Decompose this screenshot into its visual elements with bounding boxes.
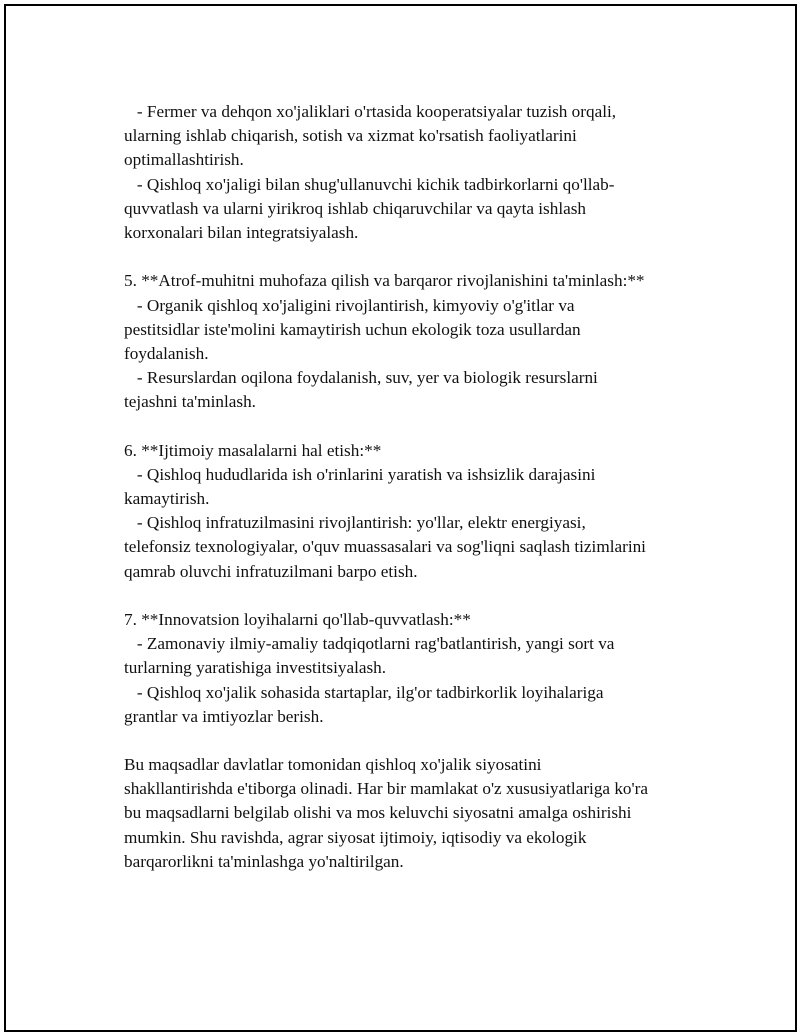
text-line: foydalanish.: [124, 343, 209, 363]
text-line: turlarning yaratishiga investitsiyalash.: [124, 658, 387, 678]
text-line: tejashni ta'minlash.: [124, 392, 256, 412]
section-heading: 7. **Innovatsion loyihalarni qo'llab-quvvatlash:**: [124, 609, 471, 629]
text-line: barqarorlikni ta'minlashga yo'naltirilgan.: [124, 851, 404, 871]
text-line: telefonsiz texnologiyalar, o'quv muassasalari va sog'liqni saqlash tizimlarini: [124, 537, 646, 557]
text-line: - Fermer va dehqon xo'jaliklari o'rtasida kooperatsiyalar tuzish orqali,: [124, 102, 617, 121]
text-line: ularning ishlab chiqarish, sotish va xizmat ko'rsatish faoliyatlarini: [124, 126, 577, 146]
page-border: [4, 4, 797, 1032]
text-line: quvvatlash va ularni yirikroq ishlab chiqaruvchilar va qayta ishlash: [124, 198, 587, 218]
paragraph-gap: [124, 584, 704, 608]
text-line: korxonalari bilan integratsiyalash.: [124, 222, 359, 242]
text-line: Bu maqsadlar davlatlar tomonidan qishloq xo'jalik siyosatini: [124, 755, 542, 775]
text-line: - Qishloq hududlarida ish o'rinlarini yaratish va ishsizlik darajasini: [124, 464, 596, 484]
text-line: kamaytirish.: [124, 489, 210, 508]
text-line: - Organik qishloq xo'jaligini rivojlantirish, kimyoviy o'g'itlar va: [124, 295, 575, 315]
section-heading: 5. **Atrof-muhitni muhofaza qilish va barqaror rivojlanishini ta'minlash:**: [124, 271, 645, 291]
text-line: - Qishloq xo'jaligi bilan shug'ullanuvchi kichik tadbirkorlarni qo'llab-: [124, 174, 615, 194]
text-line: qamrab oluvchi infratuzilmani barpo etish.: [124, 561, 418, 581]
paragraph-gap: [124, 245, 704, 269]
section-heading: 6. **Ijtimoiy masalalarni hal etish:**: [124, 440, 382, 460]
text-line: - Qishloq infratuzilmasini rivojlantirish: yo'llar, elektr energiyasi,: [124, 513, 586, 533]
text-line: grantlar va imtiyozlar berish.: [124, 706, 324, 726]
text-line: shakllantirishda e'tiborga olinadi. Har bir mamlakat o'z xususiyatlariga ko'ra: [124, 779, 648, 799]
paragraph-gap: [124, 729, 704, 753]
text-line: optimallashtirish.: [124, 150, 244, 170]
text-line: - Qishloq xo'jalik sohasida startaplar, ilg'or tadbirkorlik loyihalariga: [124, 682, 604, 702]
text-line: pestitsidlar iste'molini kamaytirish uchun ekologik toza usullardan: [124, 319, 581, 339]
text-line: - Resurslardan oqilona foydalanish, suv, yer va biologik resurslarni: [124, 368, 598, 388]
text-line: mumkin. Shu ravishda, agrar siyosat ijtimoiy, iqtisodiy va ekologik: [124, 827, 587, 847]
text-line: - Zamonaviy ilmiy-amaliy tadqiqotlarni rag'batlantirish, yangi sort va: [124, 634, 615, 654]
text-line: bu maqsadlarni belgilab olishi va mos keluvchi siyosatni amalga oshirishi: [124, 803, 632, 823]
paragraph-gap: [124, 414, 704, 438]
document-body: [124, 100, 704, 874]
